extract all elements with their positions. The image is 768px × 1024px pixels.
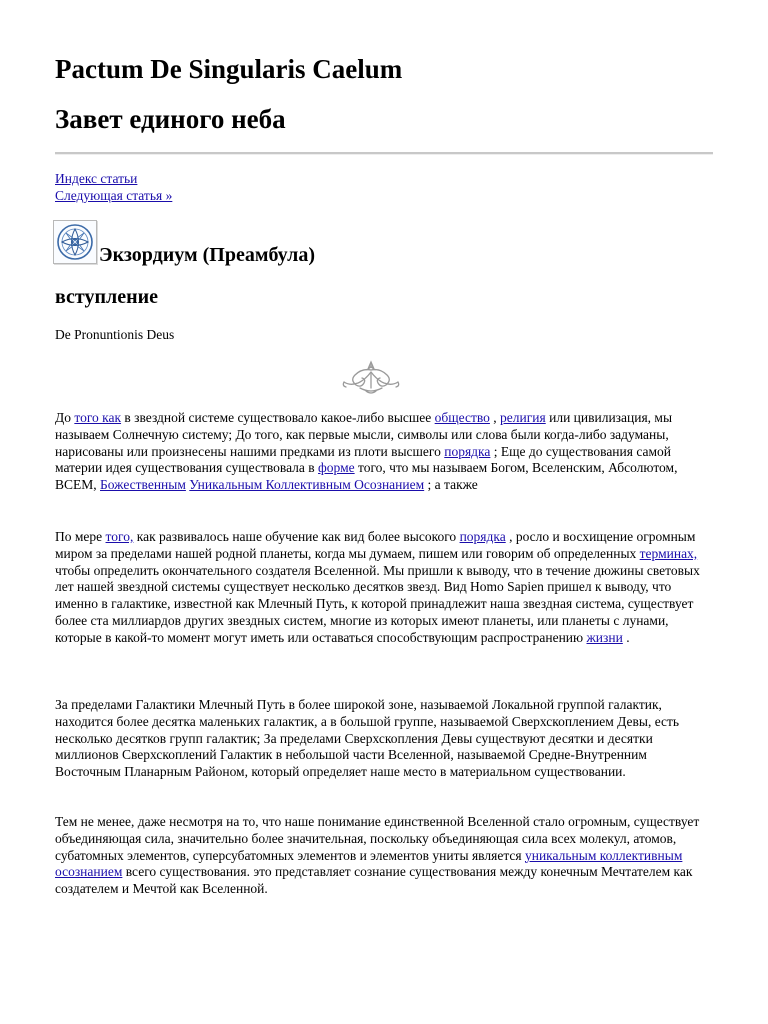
article-nav [55,170,172,204]
latin-subheading: De Pronuntionis Deus [55,327,175,342]
link-unikalnym-kollektivnym-osoznaniem[interactable]: Уникальным Коллективным Осознанием [189,477,425,493]
intro-heading: вступление [55,286,159,308]
link-unikalnym-kollektivnym-osoznaniem-2[interactable]: уникальным коллективным осознанием [55,847,683,880]
link-togo-kak[interactable]: того как [74,410,122,425]
link-religiya[interactable]: религия [500,410,546,425]
header-divider [55,152,713,155]
link-terminah[interactable]: терминах, [639,545,698,561]
link-obshchestvo[interactable]: общество [434,410,490,425]
page-title: Pactum De Singularis Caelum [55,54,403,84]
paragraph-2: По мере того, как развивалось наше обучение как вид более высокого порядка , росло и восхищение огромным миром за пределами нашей родной планеты, когда мы думаем, пишем или говорим об определенных терминах, чтобы определить окончательного создателя Вселенной. Мы пришли к выводу, что в течение дюжины световых лет нашей звездной системы существует несколько десятков звезд. Вид Homo Sapien пришел к выводу, что именно в галактике, известной как Млечный Путь, к которой принадлежит наша звездная система, существует более ста миллиардов других звездных систем, многие из которых имеют планеты, или планеты с лунами, которые в какой-то момент могут иметь или оставаться способствующим распространению жизни . [55,529,700,645]
decorative-scroll-divider-icon [338,358,404,396]
link-forme[interactable]: форме [318,460,355,476]
page-subtitle: Завет единого неба [55,104,286,134]
circular-knot-emblem-icon [53,220,97,264]
section-header [53,220,553,268]
next-article-link[interactable]: Следующая статья » [55,188,173,203]
link-zhizni[interactable]: жизни [586,629,623,645]
section-title: Экзордиум (Преамбула) [99,244,316,266]
link-poryadka[interactable]: порядка [444,443,491,459]
link-bozhestvennym[interactable]: Божественным [100,477,186,493]
paragraph-4: Тем не менее, даже несмотря на то, что наше понимание единственной Вселенной стало огромным, существует объединяющая сила, значительно более значительная, поскольку объединяющая сила всех молекул, атомов, субатомных элементов, суперсубатомных элементов и элементов униты является уникальным коллективным осознанием всего существования. это представляет сознание существования между конечным Мечтателем как создателем и Мечтой как Вселенной. [55,814,700,897]
link-togo[interactable]: того, [105,529,134,544]
paragraph-1: До того как в звездной системе существовало какое-либо высшее общество , религия или цивилизация, мы называем Солнечную систему; До того, как первые мысли, символы или слова были когда-либо задуманы, нарисованы или произнесены нашими предками из плоти высшего порядка ; Еще до существования самой материи идея существования существовала в форме того, что мы называем Богом, Вселенским, Абсолютом, ВСЕМ, Божественным Уникальным Коллективным Осознанием ; а также [55,410,678,493]
link-poryadka-2[interactable]: порядка [459,529,506,544]
article-index-link[interactable]: Индекс статьи [55,171,138,186]
paragraph-3: За пределами Галактики Млечный Путь в более широкой зоне, называемой Локальной группой галактик, находится более десятка маленьких галактик, а в большой группе, называемой Сверхскоплением Девы, есть несколько десятков групп галактик; За пределами Сверхскопления Девы существуют десятки и десятки миллионов Сверхскоплений Галактик в небольшой части Вселенной, называемой Средне-Внутренним Восточным Планарным Районом, который определяет наше место в материальном существовании. [55,697,680,780]
